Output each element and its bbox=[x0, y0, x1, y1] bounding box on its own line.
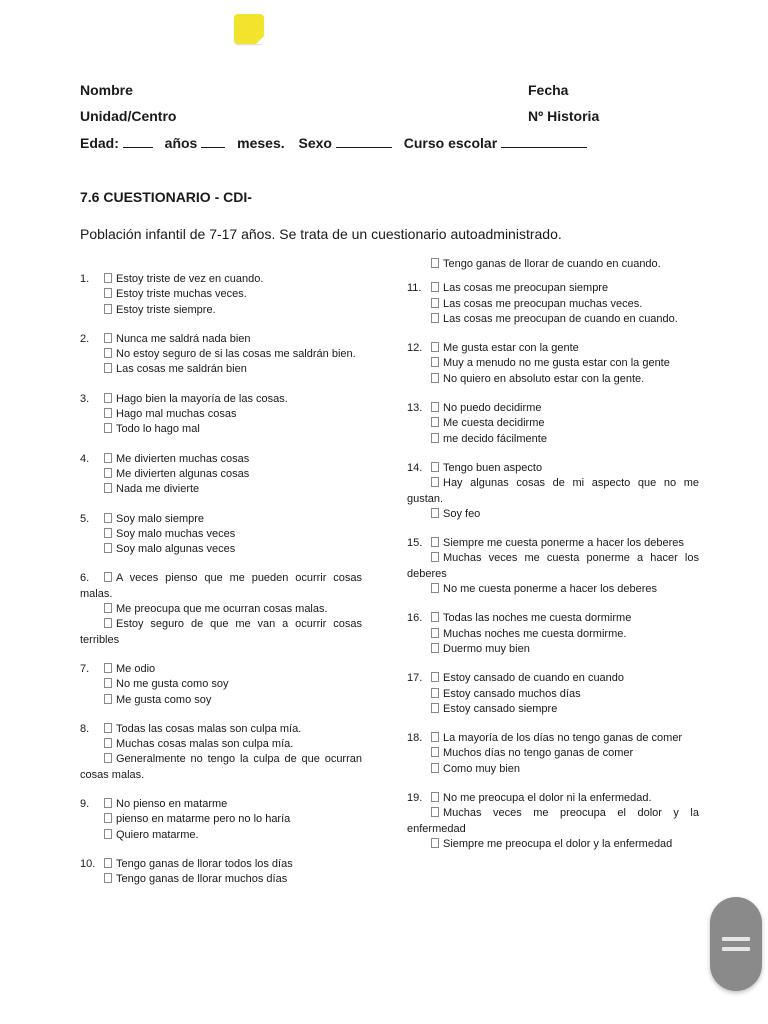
answer-option[interactable] bbox=[407, 432, 699, 447]
label-curso: Curso escolar bbox=[403, 135, 498, 151]
question-number: 10. bbox=[80, 857, 96, 870]
answer-text: Estoy cansado de cuando en cuando bbox=[443, 672, 625, 685]
answer-option[interactable] bbox=[407, 837, 699, 852]
checkbox-icon[interactable] bbox=[431, 807, 439, 817]
checkbox-icon[interactable] bbox=[431, 747, 439, 757]
answer-option[interactable] bbox=[80, 287, 362, 302]
questions-right-column bbox=[407, 257, 699, 866]
checkbox-icon[interactable] bbox=[431, 313, 439, 323]
question-item bbox=[407, 401, 699, 447]
answer-option[interactable] bbox=[80, 303, 362, 318]
answer-option[interactable] bbox=[80, 512, 362, 527]
answer-option[interactable] bbox=[80, 422, 362, 437]
answer-text: La mayoría de los días no tengo ganas de comer bbox=[443, 732, 683, 745]
answer-option[interactable] bbox=[80, 662, 362, 677]
answer-option[interactable] bbox=[80, 362, 362, 377]
checkbox-icon[interactable] bbox=[431, 342, 439, 352]
answer-text: Las cosas me saldrán bien bbox=[116, 363, 247, 376]
answer-option[interactable] bbox=[80, 347, 362, 362]
checkbox-icon[interactable] bbox=[104, 273, 112, 283]
checkbox-icon[interactable] bbox=[104, 663, 112, 673]
checkbox-icon[interactable] bbox=[431, 688, 439, 698]
answer-text: Muchas noches me cuesta dormirme. bbox=[443, 627, 627, 640]
question-number: 16. bbox=[407, 612, 423, 625]
checkbox-icon[interactable] bbox=[104, 723, 112, 733]
answer-text: No me cuesta ponerme a hacer los deberes bbox=[443, 583, 658, 596]
answer-text: Soy feo bbox=[443, 507, 481, 520]
answer-text: Quiero matarme. bbox=[116, 828, 199, 841]
question-item bbox=[407, 536, 699, 597]
answer-option[interactable] bbox=[407, 687, 699, 702]
checkbox-icon[interactable] bbox=[104, 393, 112, 403]
answer-option[interactable] bbox=[80, 407, 362, 422]
question-item bbox=[80, 452, 362, 498]
checkbox-icon[interactable] bbox=[104, 873, 112, 883]
label-meses: meses. bbox=[237, 135, 285, 151]
question-10-continued bbox=[407, 257, 699, 272]
answer-option[interactable] bbox=[407, 791, 699, 806]
sexo-blank[interactable] bbox=[336, 136, 392, 148]
answer-text: Estoy cansado siempre bbox=[443, 702, 558, 715]
checkbox-icon[interactable] bbox=[104, 572, 112, 582]
question-number: 13. bbox=[407, 402, 423, 415]
checkbox-icon[interactable] bbox=[104, 603, 112, 613]
question-item bbox=[80, 857, 362, 888]
answer-option[interactable] bbox=[407, 806, 699, 837]
answer-text: Nada me divierte bbox=[116, 483, 200, 496]
answer-option[interactable] bbox=[80, 737, 362, 752]
answer-text: Nunca me saldrá nada bien bbox=[116, 332, 251, 345]
question-item bbox=[407, 731, 699, 777]
label-anos: años bbox=[164, 135, 198, 151]
answer-option[interactable] bbox=[407, 476, 699, 507]
answer-option[interactable] bbox=[80, 527, 362, 542]
question-item bbox=[80, 272, 362, 318]
answer-text: Duermo muy bien bbox=[443, 642, 530, 655]
answer-text: me decido fácilmente bbox=[443, 432, 547, 445]
answer-option[interactable] bbox=[407, 746, 699, 761]
checkbox-icon[interactable] bbox=[104, 678, 112, 688]
answer-text: No me preocupa el dolor ni la enfermedad. bbox=[443, 792, 652, 805]
answer-text: Me gusta como soy bbox=[116, 693, 212, 706]
answer-option[interactable] bbox=[80, 602, 362, 617]
answer-text: Muchas cosas malas son culpa mía. bbox=[116, 738, 294, 751]
answer-option[interactable] bbox=[407, 731, 699, 746]
scroll-handle-icon[interactable] bbox=[710, 897, 762, 991]
question-number: 4. bbox=[80, 452, 90, 465]
answer-text: Me gusta estar con la gente bbox=[443, 342, 579, 355]
checkbox-icon[interactable] bbox=[104, 829, 112, 839]
answer-option[interactable] bbox=[80, 812, 362, 827]
label-unidad: Unidad/Centro bbox=[80, 108, 177, 124]
checkbox-icon[interactable] bbox=[104, 453, 112, 463]
answer-text: Estoy triste siempre. bbox=[116, 303, 216, 316]
question-item bbox=[80, 722, 362, 783]
checkbox-icon[interactable] bbox=[104, 304, 112, 314]
checkbox-icon[interactable] bbox=[431, 838, 439, 848]
handle-line bbox=[722, 947, 750, 951]
checkbox-icon[interactable] bbox=[431, 357, 439, 367]
question-item bbox=[80, 332, 362, 378]
answer-option[interactable] bbox=[80, 693, 362, 708]
answer-option[interactable] bbox=[80, 452, 362, 467]
checkbox-icon[interactable] bbox=[431, 282, 439, 292]
answer-option[interactable] bbox=[407, 341, 699, 356]
checkbox-icon[interactable] bbox=[104, 333, 112, 343]
questions-left-column bbox=[80, 272, 362, 902]
question-number: 9. bbox=[80, 798, 90, 811]
checkbox-icon[interactable] bbox=[104, 483, 112, 493]
checkbox-icon[interactable] bbox=[431, 433, 439, 443]
answer-option[interactable] bbox=[407, 611, 699, 626]
answer-text: No quiero en absoluto estar con la gente. bbox=[443, 372, 645, 385]
checkbox-icon[interactable] bbox=[104, 363, 112, 373]
answer-text: No puedo decidirme bbox=[443, 402, 542, 415]
question-item bbox=[80, 797, 362, 843]
answer-option[interactable] bbox=[80, 857, 362, 872]
answer-text: Muchas veces me cuesta ponerme a hacer los deberes bbox=[407, 552, 699, 580]
checkbox-icon[interactable] bbox=[104, 408, 112, 418]
question-item bbox=[407, 611, 699, 657]
answer-option[interactable] bbox=[80, 571, 362, 602]
checkbox-icon[interactable] bbox=[431, 477, 439, 487]
answer-option[interactable] bbox=[407, 551, 699, 582]
answer-text: Como muy bien bbox=[443, 762, 521, 775]
checkbox-icon[interactable] bbox=[104, 753, 112, 763]
question-number: 11. bbox=[407, 282, 422, 295]
answer-option[interactable] bbox=[407, 312, 699, 327]
answer-option[interactable] bbox=[407, 257, 699, 272]
answer-option[interactable] bbox=[80, 467, 362, 482]
answer-option[interactable] bbox=[407, 536, 699, 551]
checkbox-icon[interactable] bbox=[431, 417, 439, 427]
answer-option[interactable] bbox=[407, 627, 699, 642]
label-historia: Nº Historia bbox=[528, 108, 600, 124]
answer-text: pienso en matarme pero no lo haría bbox=[116, 813, 291, 826]
question-number: 17. bbox=[407, 672, 423, 685]
answer-text: Muy a menudo no me gusta estar con la gente bbox=[443, 357, 670, 370]
checkbox-icon[interactable] bbox=[431, 703, 439, 713]
answer-option[interactable] bbox=[407, 356, 699, 371]
answer-text: Muchos días no tengo ganas de comer bbox=[443, 747, 634, 760]
answer-text: No pienso en matarme bbox=[116, 798, 228, 811]
answer-option[interactable] bbox=[407, 461, 699, 476]
checkbox-icon[interactable] bbox=[431, 612, 439, 622]
checkbox-icon[interactable] bbox=[431, 537, 439, 547]
answer-option[interactable] bbox=[407, 416, 699, 431]
checkbox-icon[interactable] bbox=[104, 813, 112, 823]
answer-text: Generalmente no tengo la culpa de que ocurran cosas malas. bbox=[80, 753, 362, 781]
checkbox-icon[interactable] bbox=[104, 543, 112, 553]
answer-text: Hay algunas cosas de mi aspecto que no me gustan. bbox=[407, 477, 699, 505]
answer-text: Estoy triste muchas veces. bbox=[116, 288, 247, 301]
label-edad: Edad: bbox=[80, 135, 119, 151]
question-number: 8. bbox=[80, 722, 90, 735]
answer-option[interactable] bbox=[407, 507, 699, 522]
answer-text: Las cosas me preocupan siempre bbox=[443, 282, 609, 295]
checkbox-icon[interactable] bbox=[431, 508, 439, 518]
question-number: 18. bbox=[407, 732, 423, 745]
answer-option[interactable] bbox=[80, 752, 362, 783]
checkbox-icon[interactable] bbox=[104, 423, 112, 433]
answer-text: Hago mal muchas cosas bbox=[116, 408, 237, 421]
checkbox-icon[interactable] bbox=[431, 763, 439, 773]
answer-option[interactable] bbox=[80, 617, 362, 648]
answer-text: Tengo ganas de llorar muchos días bbox=[116, 873, 288, 886]
checkbox-icon[interactable] bbox=[104, 513, 112, 523]
answer-option[interactable] bbox=[80, 722, 362, 737]
question-number: 15. bbox=[407, 537, 423, 550]
answer-option[interactable] bbox=[80, 542, 362, 557]
checkbox-icon[interactable] bbox=[431, 672, 439, 682]
checkbox-icon[interactable] bbox=[104, 528, 112, 538]
answer-text: Soy malo muchas veces bbox=[116, 527, 236, 540]
label-nombre: Nombre bbox=[80, 82, 133, 98]
answer-text: No me gusta como soy bbox=[116, 678, 229, 691]
intro-text: Población infantil de 7-17 años. Se trata de un cuestionario autoadministrado. bbox=[80, 226, 562, 242]
question-item bbox=[80, 571, 362, 647]
answer-text: Me divierten algunas cosas bbox=[116, 467, 250, 480]
checkbox-icon[interactable] bbox=[431, 462, 439, 472]
checkbox-icon[interactable] bbox=[431, 552, 439, 562]
answer-text: A veces pienso que me pueden ocurrir cosas malas. bbox=[80, 572, 362, 600]
answer-text: Estoy triste de vez en cuando. bbox=[116, 273, 264, 285]
answer-text: Las cosas me preocupan muchas veces. bbox=[443, 297, 643, 310]
answer-option[interactable] bbox=[80, 392, 362, 407]
checkbox-icon[interactable] bbox=[104, 348, 112, 358]
answer-text: Me cuesta decidirme bbox=[443, 417, 545, 430]
checkbox-icon[interactable] bbox=[431, 583, 439, 593]
curso-blank[interactable] bbox=[501, 136, 587, 148]
checkbox-icon[interactable] bbox=[431, 258, 439, 268]
answer-text: Tengo buen aspecto bbox=[443, 461, 543, 474]
answer-option[interactable] bbox=[80, 332, 362, 347]
answer-text: Tengo ganas de llorar todos los días bbox=[116, 857, 293, 870]
answer-text: Me odio bbox=[116, 662, 156, 675]
answer-text: Todo lo hago mal bbox=[116, 423, 200, 436]
answer-option[interactable] bbox=[80, 272, 362, 287]
question-number: 2. bbox=[80, 332, 90, 345]
answer-option[interactable] bbox=[80, 677, 362, 692]
checkbox-icon[interactable] bbox=[431, 402, 439, 412]
question-item bbox=[407, 281, 699, 327]
answer-option[interactable] bbox=[407, 297, 699, 312]
answer-text: Hago bien la mayoría de las cosas. bbox=[116, 392, 288, 405]
answer-text: Siempre me cuesta ponerme a hacer los deberes bbox=[443, 537, 684, 550]
answer-text: Siempre me preocupa el dolor y la enfermedad bbox=[443, 837, 673, 850]
question-item bbox=[80, 392, 362, 438]
answer-text: Las cosas me preocupan de cuando en cuando. bbox=[443, 312, 678, 325]
answer-option[interactable] bbox=[407, 582, 699, 597]
section-title: 7.6 CUESTIONARIO - CDI- bbox=[80, 189, 252, 205]
answer-text: Tengo ganas de llorar de cuando en cuando. bbox=[443, 258, 661, 270]
answer-option[interactable] bbox=[80, 797, 362, 812]
answer-option[interactable] bbox=[407, 281, 699, 296]
answer-text: Me preocupa que me ocurran cosas malas. bbox=[116, 603, 328, 616]
answer-option[interactable] bbox=[407, 642, 699, 657]
answer-option[interactable] bbox=[80, 482, 362, 497]
question-item bbox=[80, 512, 362, 558]
answer-option[interactable] bbox=[80, 828, 362, 843]
answer-option[interactable] bbox=[407, 372, 699, 387]
question-item bbox=[407, 671, 699, 717]
checkbox-icon[interactable] bbox=[431, 373, 439, 383]
question-item bbox=[407, 791, 699, 852]
answer-text: No estoy seguro de si las cosas me saldrán bien. bbox=[116, 348, 356, 361]
checkbox-icon[interactable] bbox=[431, 643, 439, 653]
question-number: 19. bbox=[407, 792, 423, 805]
sticky-note-icon[interactable] bbox=[234, 14, 264, 44]
answer-text: Soy malo algunas veces bbox=[116, 543, 236, 556]
checkbox-icon[interactable] bbox=[104, 738, 112, 748]
answer-option[interactable] bbox=[407, 702, 699, 717]
checkbox-icon[interactable] bbox=[104, 694, 112, 704]
checkbox-icon[interactable] bbox=[431, 628, 439, 638]
header-row-edad bbox=[80, 135, 587, 151]
checkbox-icon[interactable] bbox=[104, 288, 112, 298]
answer-option[interactable] bbox=[407, 671, 699, 686]
answer-text: Estoy cansado muchos días bbox=[443, 687, 581, 700]
question-number: 3. bbox=[80, 392, 90, 405]
answer-option[interactable] bbox=[80, 872, 362, 887]
checkbox-icon[interactable] bbox=[431, 792, 439, 802]
checkbox-icon[interactable] bbox=[431, 298, 439, 308]
question-item bbox=[407, 461, 699, 522]
answer-text: Estoy seguro de que me van a ocurrir cosas terribles bbox=[80, 618, 362, 646]
question-number: 1. bbox=[80, 273, 90, 285]
checkbox-icon[interactable] bbox=[104, 618, 112, 628]
checkbox-icon[interactable] bbox=[104, 798, 112, 808]
answer-text: Soy malo siempre bbox=[116, 512, 205, 525]
answer-text: Muchas veces me preocupa el dolor y la enfermedad bbox=[407, 807, 699, 835]
answer-option[interactable] bbox=[407, 401, 699, 416]
checkbox-icon[interactable] bbox=[104, 858, 112, 868]
question-number: 14. bbox=[407, 461, 423, 474]
checkbox-icon[interactable] bbox=[431, 732, 439, 742]
question-item bbox=[407, 341, 699, 387]
answer-option[interactable] bbox=[407, 762, 699, 777]
question-number: 7. bbox=[80, 662, 90, 675]
handle-line bbox=[722, 937, 750, 941]
question-number: 6. bbox=[80, 572, 90, 585]
question-item bbox=[80, 662, 362, 708]
meses-blank[interactable] bbox=[201, 136, 225, 148]
question-number: 12. bbox=[407, 342, 423, 355]
checkbox-icon[interactable] bbox=[104, 468, 112, 478]
question-number: 5. bbox=[80, 512, 90, 525]
edad-blank[interactable] bbox=[123, 136, 153, 148]
label-fecha: Fecha bbox=[528, 82, 569, 98]
answer-text: Me divierten muchas cosas bbox=[116, 452, 250, 465]
label-sexo: Sexo bbox=[298, 135, 332, 151]
answer-text: Todas las noches me cuesta dormirme bbox=[443, 612, 632, 625]
answer-text: Todas las cosas malas son culpa mía. bbox=[116, 722, 302, 735]
